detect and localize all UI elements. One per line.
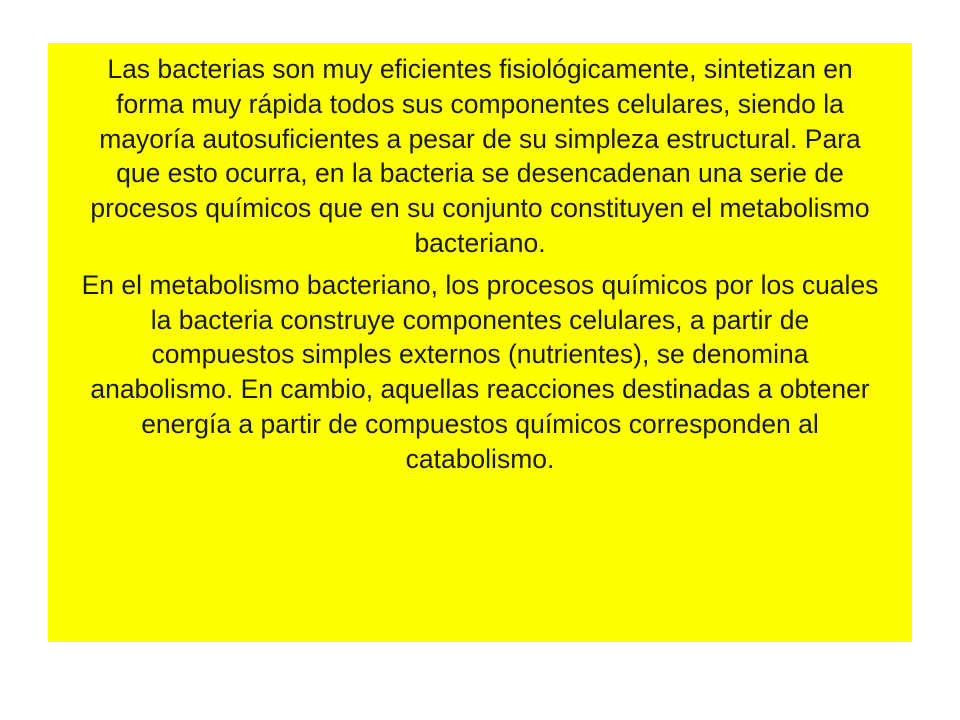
- paragraph-anabolism-catabolism: En el metabolismo bacteriano, los procesos químicos por los cuales la bacteria construye componentes celulares, a partir de compuestos simples externos (nutrientes), se denomina anabolismo. En cambio, aquellas reacciones destinadas a obtener energía a partir de compuestos químicos corresponden al catabolismo.: [81, 269, 879, 474]
- highlighted-text-box: [48, 43, 912, 642]
- paragraph-metabolism-intro: Las bacterias son muy eficientes fisiológicamente, sintetizan en forma muy rápida todos sus componentes celulares, siendo la mayoría autosuficientes a pesar de su simpleza estructural. Para que esto ocurra, en la bacteria se desencadenan una serie de procesos químicos que en su conjunto constituyen el metabolismo bacteriano.: [90, 54, 870, 258]
